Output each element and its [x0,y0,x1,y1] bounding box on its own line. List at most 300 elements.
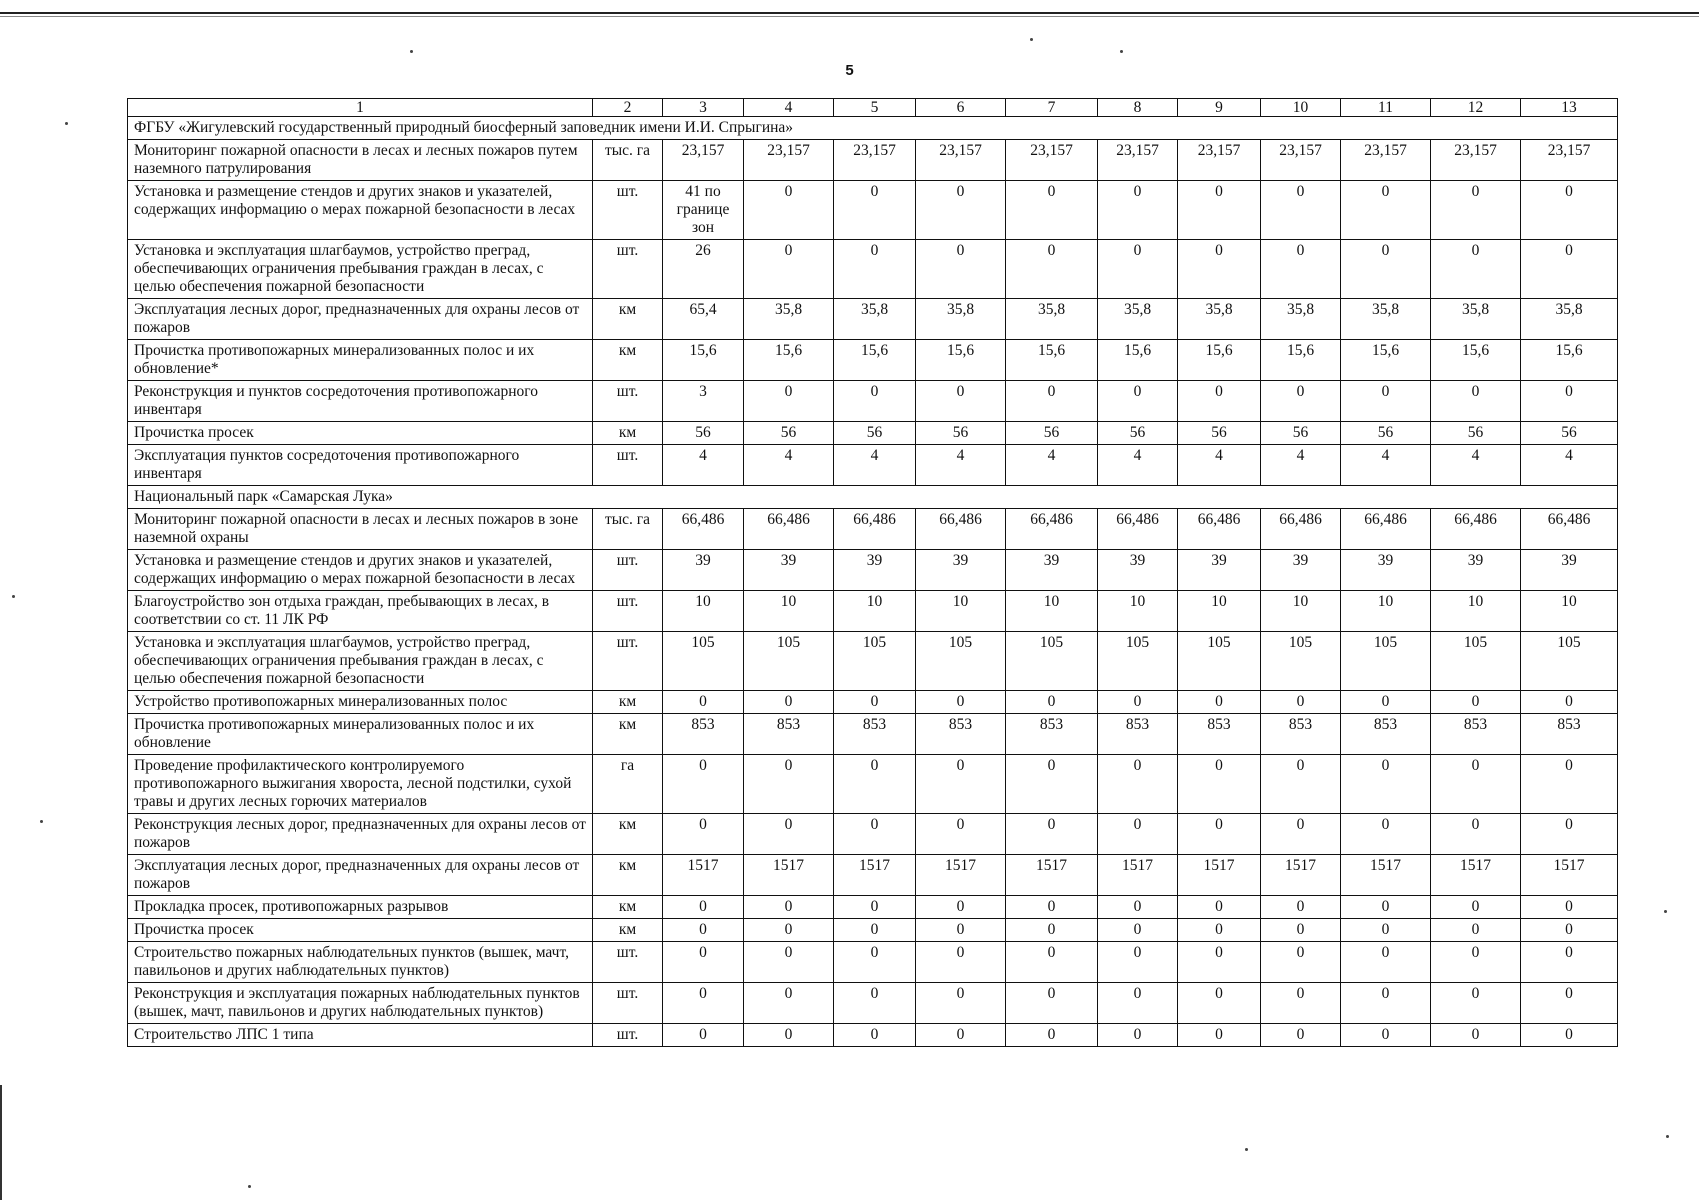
column-header-12: 12 [1431,99,1521,117]
value-cell-col-5: 105 [834,632,916,691]
value-cell-col-9: 0 [1178,1024,1261,1047]
value-cell-col-5: 0 [834,942,916,983]
value-cell-col-6: 0 [916,814,1006,855]
measure-name-cell: Устройство противопожарных минерализованных полос [128,691,593,714]
value-cell-col-13: 66,486 [1521,509,1618,550]
value-cell-col-7: 23,157 [1006,140,1098,181]
value-cell-col-13: 23,157 [1521,140,1618,181]
value-cell-col-10: 1517 [1261,855,1341,896]
measure-name-cell: Прочистка просек [128,919,593,942]
value-cell-col-6: 0 [916,240,1006,299]
value-cell-col-5: 39 [834,550,916,591]
value-cell-col-3: 853 [663,714,744,755]
unit-cell: км [593,340,663,381]
section-header-row [128,117,1618,140]
scan-edge-top-shadow [0,16,1699,17]
value-cell-col-3: 105 [663,632,744,691]
table-row [128,381,1618,422]
page-number: 5 [845,62,854,79]
value-cell-col-8: 4 [1098,445,1178,486]
value-cell-col-6: 56 [916,422,1006,445]
unit-cell: км [593,422,663,445]
value-cell-col-11: 0 [1341,896,1431,919]
value-cell-col-3: 15,6 [663,340,744,381]
table-row [128,855,1618,896]
value-cell-col-8: 0 [1098,755,1178,814]
unit-cell: шт. [593,591,663,632]
value-cell-col-9: 0 [1178,691,1261,714]
value-cell-col-11: 66,486 [1341,509,1431,550]
value-cell-col-8: 39 [1098,550,1178,591]
value-cell-col-13: 56 [1521,422,1618,445]
value-cell-col-8: 35,8 [1098,299,1178,340]
value-cell-col-7: 0 [1006,919,1098,942]
value-cell-col-9: 39 [1178,550,1261,591]
value-cell-col-3: 0 [663,942,744,983]
value-cell-col-10: 0 [1261,691,1341,714]
value-cell-col-9: 0 [1178,381,1261,422]
value-cell-col-5: 0 [834,814,916,855]
value-cell-col-4: 35,8 [744,299,834,340]
value-cell-col-7: 56 [1006,422,1098,445]
unit-cell: га [593,755,663,814]
value-cell-col-5: 1517 [834,855,916,896]
value-cell-col-3: 4 [663,445,744,486]
value-cell-col-8: 66,486 [1098,509,1178,550]
table-row [128,591,1618,632]
value-cell-col-9: 0 [1178,896,1261,919]
value-cell-col-4: 0 [744,381,834,422]
value-cell-col-12: 853 [1431,714,1521,755]
value-cell-col-11: 0 [1341,814,1431,855]
value-cell-col-5: 0 [834,755,916,814]
value-cell-col-9: 0 [1178,181,1261,240]
column-header-4: 4 [744,99,834,117]
value-cell-col-9: 0 [1178,755,1261,814]
value-cell-col-6: 35,8 [916,299,1006,340]
value-cell-col-13: 39 [1521,550,1618,591]
value-cell-col-5: 0 [834,381,916,422]
unit-cell: км [593,855,663,896]
value-cell-col-9: 0 [1178,942,1261,983]
unit-cell: шт. [593,381,663,422]
value-cell-col-8: 0 [1098,691,1178,714]
measure-name-cell: Проведение профилактического контролируемого противопожарного выжигания хвороста, лесной подстилки, сухой травы и других лесных горючих материалов [128,755,593,814]
value-cell-col-4: 0 [744,181,834,240]
measure-name-cell: Прочистка противопожарных минерализованных полос и их обновление* [128,340,593,381]
scan-speck [1664,910,1667,913]
value-cell-col-3: 23,157 [663,140,744,181]
unit-cell: шт. [593,240,663,299]
value-cell-col-5: 35,8 [834,299,916,340]
table-row [128,240,1618,299]
value-cell-col-6: 10 [916,591,1006,632]
value-cell-col-8: 0 [1098,942,1178,983]
value-cell-col-11: 39 [1341,550,1431,591]
value-cell-col-8: 0 [1098,896,1178,919]
column-header-10: 10 [1261,99,1341,117]
value-cell-col-12: 0 [1431,691,1521,714]
scan-edge-left [0,1085,2,1200]
table-row [128,942,1618,983]
value-cell-col-6: 0 [916,755,1006,814]
unit-cell: км [593,299,663,340]
value-cell-col-12: 105 [1431,632,1521,691]
table-row [128,422,1618,445]
value-cell-col-6: 0 [916,983,1006,1024]
value-cell-col-4: 0 [744,691,834,714]
section-header-row [128,486,1618,509]
unit-cell: шт. [593,1024,663,1047]
value-cell-col-3: 0 [663,896,744,919]
section-title: ФГБУ «Жигулевский государственный природный биосферный заповедник имени И.И. Спрыгина» [128,117,1618,140]
value-cell-col-12: 10 [1431,591,1521,632]
value-cell-col-8: 0 [1098,814,1178,855]
scan-speck [410,50,413,53]
value-cell-col-8: 0 [1098,381,1178,422]
column-header-8: 8 [1098,99,1178,117]
value-cell-col-6: 0 [916,942,1006,983]
value-cell-col-6: 66,486 [916,509,1006,550]
table-row [128,1024,1618,1047]
value-cell-col-3: 3 [663,381,744,422]
value-cell-col-12: 0 [1431,942,1521,983]
value-cell-col-8: 0 [1098,1024,1178,1047]
column-header-11: 11 [1341,99,1431,117]
value-cell-col-6: 0 [916,896,1006,919]
value-cell-col-13: 0 [1521,691,1618,714]
measure-name-cell: Установка и размещение стендов и других знаков и указателей, содержащих информацию о мерах пожарной безопасности в лесах [128,181,593,240]
value-cell-col-9: 4 [1178,445,1261,486]
value-cell-col-4: 66,486 [744,509,834,550]
value-cell-col-8: 56 [1098,422,1178,445]
table-row [128,140,1618,181]
value-cell-col-4: 0 [744,983,834,1024]
value-cell-col-13: 35,8 [1521,299,1618,340]
value-cell-col-4: 23,157 [744,140,834,181]
value-cell-col-10: 15,6 [1261,340,1341,381]
value-cell-col-12: 4 [1431,445,1521,486]
measure-name-cell: Строительство ЛПС 1 типа [128,1024,593,1047]
value-cell-col-11: 0 [1341,1024,1431,1047]
value-cell-col-13: 0 [1521,381,1618,422]
scan-speck [12,595,15,598]
fire-safety-measures-table [127,98,1618,1047]
table-row [128,755,1618,814]
value-cell-col-9: 66,486 [1178,509,1261,550]
unit-cell: тыс. га [593,140,663,181]
table-row [128,691,1618,714]
measure-name-cell: Эксплуатация пунктов сосредоточения противопожарного инвентаря [128,445,593,486]
value-cell-col-12: 1517 [1431,855,1521,896]
value-cell-col-10: 35,8 [1261,299,1341,340]
value-cell-col-13: 853 [1521,714,1618,755]
value-cell-col-4: 105 [744,632,834,691]
value-cell-col-11: 105 [1341,632,1431,691]
table-row [128,896,1618,919]
value-cell-col-10: 0 [1261,919,1341,942]
value-cell-col-5: 0 [834,919,916,942]
value-cell-col-6: 1517 [916,855,1006,896]
value-cell-col-8: 23,157 [1098,140,1178,181]
value-cell-col-8: 0 [1098,919,1178,942]
value-cell-col-9: 0 [1178,240,1261,299]
value-cell-col-3: 0 [663,814,744,855]
value-cell-col-9: 853 [1178,714,1261,755]
value-cell-col-8: 853 [1098,714,1178,755]
value-cell-col-6: 0 [916,181,1006,240]
value-cell-col-10: 853 [1261,714,1341,755]
column-header-6: 6 [916,99,1006,117]
value-cell-col-10: 0 [1261,181,1341,240]
value-cell-col-4: 853 [744,714,834,755]
value-cell-col-10: 56 [1261,422,1341,445]
value-cell-col-4: 0 [744,240,834,299]
value-cell-col-10: 23,157 [1261,140,1341,181]
value-cell-col-3: 0 [663,1024,744,1047]
scan-speck [1666,1135,1669,1138]
measure-name-cell: Благоустройство зон отдыха граждан, пребывающих в лесах, в соответствии со ст. 11 ЛК РФ [128,591,593,632]
measure-name-cell: Эксплуатация лесных дорог, предназначенных для охраны лесов от пожаров [128,299,593,340]
value-cell-col-11: 853 [1341,714,1431,755]
column-header-3: 3 [663,99,744,117]
column-header-2: 2 [593,99,663,117]
value-cell-col-11: 0 [1341,240,1431,299]
measure-name-cell: Реконструкция и пунктов сосредоточения противопожарного инвентаря [128,381,593,422]
value-cell-col-10: 0 [1261,896,1341,919]
value-cell-col-13: 0 [1521,896,1618,919]
value-cell-col-13: 15,6 [1521,340,1618,381]
measure-name-cell: Установка и эксплуатация шлагбаумов, устройство преград, обеспечивающих ограничения пребывания граждан в лесах, с целью обеспечения пожарной безопасности [128,632,593,691]
measure-name-cell: Прочистка просек [128,422,593,445]
value-cell-col-4: 1517 [744,855,834,896]
unit-cell: шт. [593,983,663,1024]
value-cell-col-7: 0 [1006,1024,1098,1047]
measure-name-cell: Мониторинг пожарной опасности в лесах и лесных пожаров путем наземного патрулирования [128,140,593,181]
measure-name-cell: Строительство пожарных наблюдательных пунктов (вышек, мачт, павильонов и других наблюдательных пунктов) [128,942,593,983]
table-row [128,181,1618,240]
value-cell-col-12: 66,486 [1431,509,1521,550]
value-cell-col-12: 0 [1431,755,1521,814]
value-cell-col-6: 4 [916,445,1006,486]
value-cell-col-6: 39 [916,550,1006,591]
value-cell-col-11: 0 [1341,942,1431,983]
value-cell-col-13: 0 [1521,240,1618,299]
column-header-5: 5 [834,99,916,117]
value-cell-col-11: 0 [1341,983,1431,1024]
value-cell-col-11: 56 [1341,422,1431,445]
value-cell-col-3: 1517 [663,855,744,896]
column-header-7: 7 [1006,99,1098,117]
unit-cell: тыс. га [593,509,663,550]
value-cell-col-13: 0 [1521,181,1618,240]
value-cell-col-5: 10 [834,591,916,632]
value-cell-col-7: 15,6 [1006,340,1098,381]
table-row [128,299,1618,340]
value-cell-col-5: 4 [834,445,916,486]
value-cell-col-3: 26 [663,240,744,299]
value-cell-col-7: 10 [1006,591,1098,632]
value-cell-col-3: 66,486 [663,509,744,550]
value-cell-col-5: 0 [834,983,916,1024]
table-row [128,550,1618,591]
value-cell-col-12: 15,6 [1431,340,1521,381]
value-cell-col-5: 56 [834,422,916,445]
value-cell-col-3: 56 [663,422,744,445]
unit-cell: шт. [593,550,663,591]
value-cell-col-7: 0 [1006,181,1098,240]
value-cell-col-3: 0 [663,755,744,814]
table-row [128,509,1618,550]
value-cell-col-9: 105 [1178,632,1261,691]
value-cell-col-5: 0 [834,240,916,299]
value-cell-col-12: 35,8 [1431,299,1521,340]
value-cell-col-10: 0 [1261,755,1341,814]
unit-cell: шт. [593,632,663,691]
table-row [128,340,1618,381]
value-cell-col-12: 0 [1431,983,1521,1024]
value-cell-col-10: 0 [1261,942,1341,983]
value-cell-col-5: 15,6 [834,340,916,381]
value-cell-col-5: 0 [834,896,916,919]
value-cell-col-9: 56 [1178,422,1261,445]
value-cell-col-9: 10 [1178,591,1261,632]
table-row [128,983,1618,1024]
value-cell-col-12: 0 [1431,814,1521,855]
value-cell-col-7: 105 [1006,632,1098,691]
value-cell-col-7: 0 [1006,896,1098,919]
value-cell-col-9: 35,8 [1178,299,1261,340]
table-row [128,714,1618,755]
measure-name-cell: Реконструкция и эксплуатация пожарных наблюдательных пунктов (вышек, мачт, павильонов и других наблюдательных пунктов) [128,983,593,1024]
value-cell-col-13: 1517 [1521,855,1618,896]
table-row [128,445,1618,486]
value-cell-col-11: 1517 [1341,855,1431,896]
value-cell-col-10: 0 [1261,381,1341,422]
value-cell-col-5: 66,486 [834,509,916,550]
unit-cell: шт. [593,181,663,240]
table-row [128,632,1618,691]
scan-speck [65,122,68,125]
value-cell-col-12: 23,157 [1431,140,1521,181]
value-cell-col-11: 0 [1341,691,1431,714]
value-cell-col-13: 105 [1521,632,1618,691]
measure-name-cell: Прочистка противопожарных минерализованных полос и их обновление [128,714,593,755]
value-cell-col-13: 0 [1521,755,1618,814]
column-header-1: 1 [128,99,593,117]
value-cell-col-10: 0 [1261,1024,1341,1047]
value-cell-col-13: 0 [1521,983,1618,1024]
value-cell-col-5: 0 [834,691,916,714]
value-cell-col-7: 4 [1006,445,1098,486]
value-cell-col-4: 0 [744,1024,834,1047]
value-cell-col-12: 56 [1431,422,1521,445]
measure-name-cell: Эксплуатация лесных дорог, предназначенных для охраны лесов от пожаров [128,855,593,896]
value-cell-col-3: 0 [663,691,744,714]
value-cell-col-7: 0 [1006,240,1098,299]
value-cell-col-9: 0 [1178,983,1261,1024]
value-cell-col-7: 0 [1006,691,1098,714]
value-cell-col-4: 56 [744,422,834,445]
value-cell-col-6: 23,157 [916,140,1006,181]
unit-cell: шт. [593,942,663,983]
value-cell-col-13: 0 [1521,1024,1618,1047]
value-cell-col-3: 65,4 [663,299,744,340]
unit-cell: км [593,814,663,855]
section-title: Национальный парк «Самарская Лука» [128,486,1618,509]
value-cell-col-8: 10 [1098,591,1178,632]
value-cell-col-3: 0 [663,919,744,942]
value-cell-col-11: 0 [1341,755,1431,814]
value-cell-col-8: 0 [1098,240,1178,299]
unit-cell: шт. [593,445,663,486]
value-cell-col-12: 0 [1431,381,1521,422]
value-cell-col-10: 39 [1261,550,1341,591]
value-cell-col-5: 0 [834,1024,916,1047]
table-row [128,919,1618,942]
unit-cell: км [593,896,663,919]
value-cell-col-8: 105 [1098,632,1178,691]
value-cell-col-6: 15,6 [916,340,1006,381]
value-cell-col-11: 15,6 [1341,340,1431,381]
value-cell-col-4: 10 [744,591,834,632]
value-cell-col-12: 0 [1431,1024,1521,1047]
value-cell-col-11: 35,8 [1341,299,1431,340]
value-cell-col-7: 66,486 [1006,509,1098,550]
value-cell-col-12: 0 [1431,919,1521,942]
value-cell-col-6: 0 [916,691,1006,714]
value-cell-col-4: 15,6 [744,340,834,381]
value-cell-col-11: 0 [1341,181,1431,240]
value-cell-col-4: 0 [744,896,834,919]
value-cell-col-10: 0 [1261,240,1341,299]
unit-cell: км [593,691,663,714]
value-cell-col-10: 4 [1261,445,1341,486]
value-cell-col-7: 35,8 [1006,299,1098,340]
measure-name-cell: Установка и размещение стендов и других знаков и указателей, содержащих информацию о мерах пожарной безопасности в лесах [128,550,593,591]
value-cell-col-7: 0 [1006,942,1098,983]
value-cell-col-11: 0 [1341,919,1431,942]
value-cell-col-12: 39 [1431,550,1521,591]
value-cell-col-13: 10 [1521,591,1618,632]
measure-name-cell: Установка и эксплуатация шлагбаумов, устройство преград, обеспечивающих ограничения пребывания граждан в лесах, с целью обеспечения пожарной безопасности [128,240,593,299]
value-cell-col-7: 0 [1006,814,1098,855]
value-cell-col-8: 0 [1098,181,1178,240]
value-cell-col-10: 105 [1261,632,1341,691]
value-cell-col-6: 853 [916,714,1006,755]
value-cell-col-3: 39 [663,550,744,591]
table-header-row [128,99,1618,117]
value-cell-col-9: 23,157 [1178,140,1261,181]
value-cell-col-9: 15,6 [1178,340,1261,381]
value-cell-col-9: 0 [1178,919,1261,942]
table-row [128,814,1618,855]
measure-name-cell: Реконструкция лесных дорог, предназначенных для охраны лесов от пожаров [128,814,593,855]
value-cell-col-12: 0 [1431,896,1521,919]
value-cell-col-4: 0 [744,755,834,814]
value-cell-col-13: 4 [1521,445,1618,486]
value-cell-col-10: 0 [1261,814,1341,855]
value-cell-col-7: 853 [1006,714,1098,755]
value-cell-col-5: 853 [834,714,916,755]
measure-name-cell: Мониторинг пожарной опасности в лесах и лесных пожаров в зоне наземной охраны [128,509,593,550]
value-cell-col-4: 4 [744,445,834,486]
scan-speck [248,1185,251,1188]
value-cell-col-12: 0 [1431,181,1521,240]
value-cell-col-7: 0 [1006,755,1098,814]
value-cell-col-4: 0 [744,919,834,942]
scan-speck [1030,38,1033,41]
